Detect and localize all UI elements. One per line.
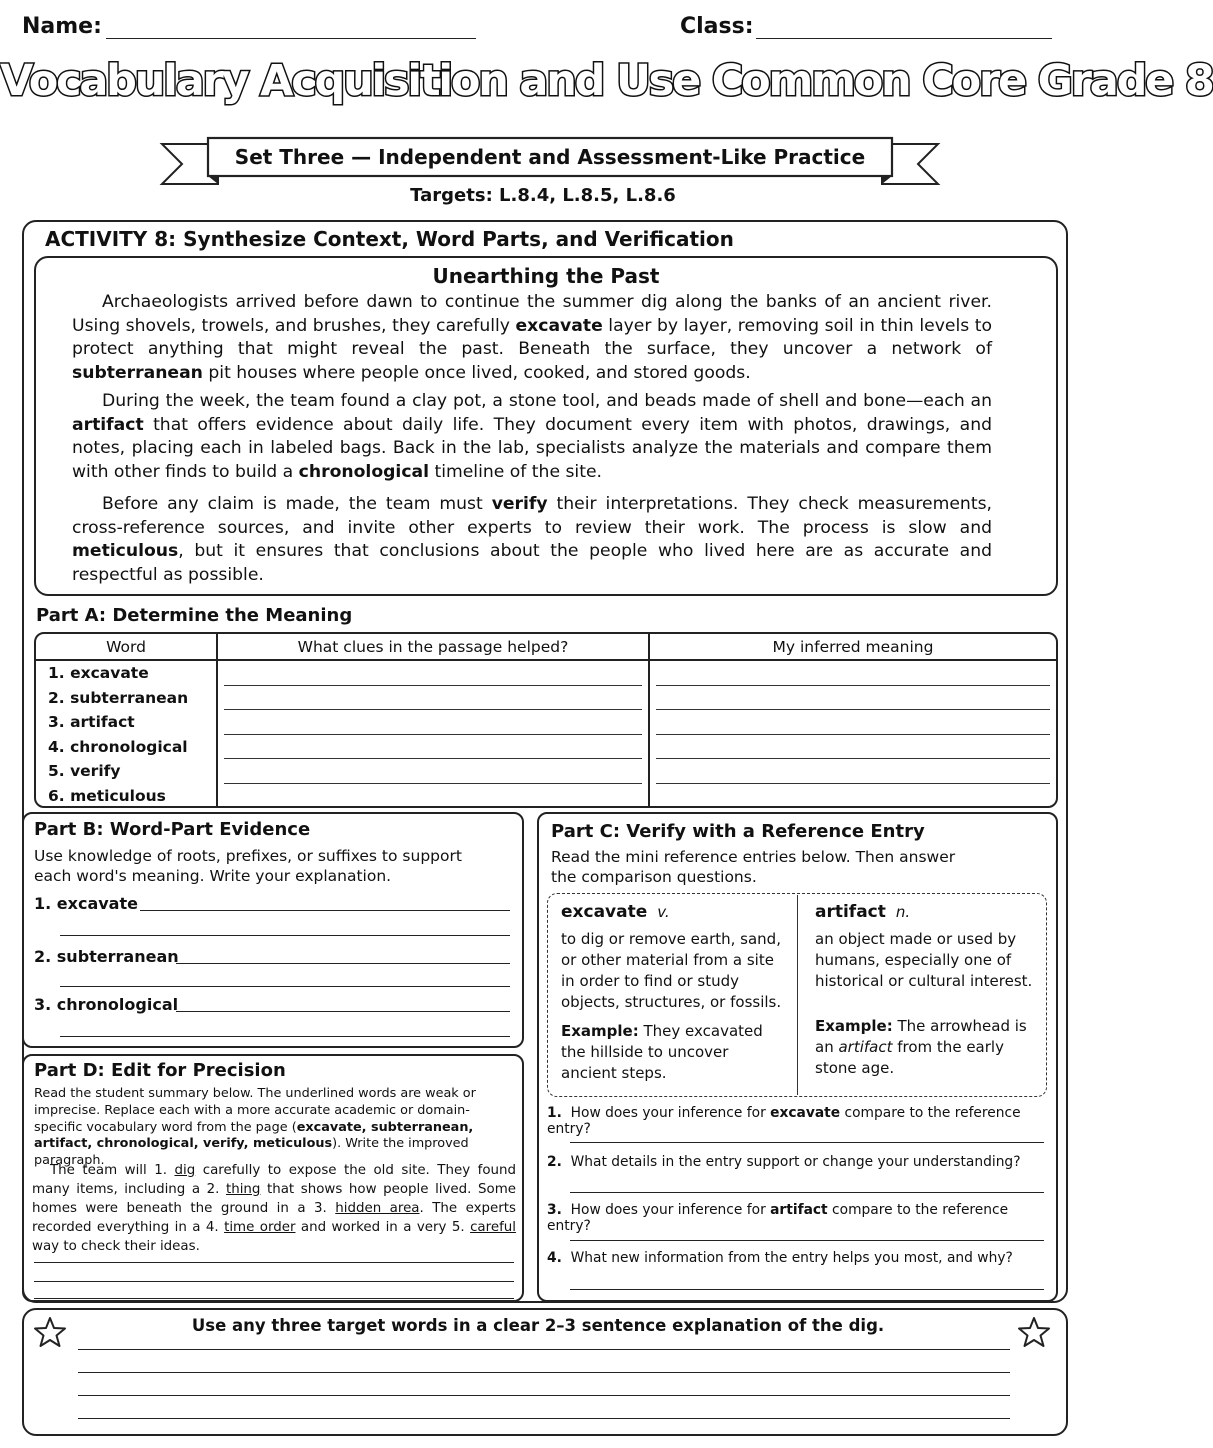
clue-field[interactable] (217, 735, 649, 760)
keyword-verify: verify (491, 494, 548, 514)
part-c-intro: Read the mini reference entries below. Then answer the comparison questions. (551, 848, 956, 886)
clue-field[interactable] (217, 784, 649, 809)
answer-line[interactable] (570, 1192, 1044, 1193)
answer-line[interactable] (176, 963, 510, 964)
entry-excavate-heading: excavate v. (561, 902, 670, 922)
weak-word-2: thing (225, 1182, 261, 1197)
answer-line[interactable] (78, 1395, 1010, 1396)
meaning-field[interactable] (649, 735, 1056, 760)
meaning-field[interactable] (649, 710, 1056, 735)
keyword-excavate: excavate (515, 315, 603, 336)
name-field[interactable] (106, 38, 476, 39)
answer-line[interactable] (570, 1142, 1044, 1143)
paragraph-2: During the week, the team found a clay pot, a stone tool, and beads made of shell and bone—each an artifact that offers evidence about daily life. They document every item with photos, drawings, and notes, placing each in labeled bags. Back in the lab, specialists analyze the materials and compare them with other finds to build a chronological timeline of the site. (72, 391, 992, 482)
answer-line[interactable] (78, 1372, 1010, 1373)
entry-excavate-example: Example: They excavated the hillside to uncover ancient steps. (561, 1022, 763, 1082)
meaning-field[interactable] (649, 784, 1056, 809)
answer-line[interactable] (34, 1298, 514, 1299)
question-1: 1. How does your inference for excavate compare to the reference entry? (547, 1105, 1021, 1137)
entry-excavate-definition: to dig or remove earth, sand, or other material from a site in order to find or study objects, structures, or fossils. (561, 930, 782, 1011)
keyword-chronological: chronological (298, 461, 429, 482)
reference-divider (797, 895, 798, 1095)
banner-text: Set Three — Independent and Assessment-Like Practice (234, 145, 866, 169)
answer-line[interactable] (34, 1262, 514, 1263)
answer-line[interactable] (60, 1036, 510, 1037)
footer-prompt: Use any three target words in a clear 2–3 sentence explanation of the dig. (191, 1316, 885, 1335)
worksheet-title: Vocabulary Acquisition and Use Common Core Grade 8 (0, 56, 1213, 106)
weak-word-1: dig (174, 1163, 196, 1178)
table-row: 5. verify (36, 759, 1056, 784)
keyword-artifact: artifact (72, 414, 144, 435)
table-row: 3. artifact (36, 710, 1056, 735)
part-b-item-1: 1. excavate (34, 894, 138, 913)
weak-word-5: careful (470, 1220, 517, 1235)
meaning-field[interactable] (649, 686, 1056, 711)
passage-title: Unearthing the Past (432, 264, 660, 288)
clue-field[interactable] (217, 660, 649, 686)
part-b-title: Part B: Word-Part Evidence (34, 819, 311, 840)
table-row: 1. excavate (36, 660, 1056, 686)
paragraph-3: Before any claim is made, the team must verify their interpretations. They check measurements, cross-reference sources, and invite other experts to review their work. The process is slow and meticulous, but it ensures that conclusions about the people who lived here are as accurate and respectful as possible. (72, 494, 992, 585)
answer-line[interactable] (176, 1011, 510, 1012)
entry-artifact-heading: artifact n. (815, 902, 911, 922)
table-row: 6. meticulous (36, 784, 1056, 809)
name-label: Name: (22, 14, 102, 39)
part-b-intro: Use knowledge of roots, prefixes, or suffixes to support each word's meaning. Write your explanation. (34, 847, 462, 885)
weak-word-3: hidden area (335, 1201, 420, 1216)
answer-line[interactable] (60, 935, 510, 936)
clue-field[interactable] (217, 710, 649, 735)
part-a-title: Part A: Determine the Meaning (36, 605, 353, 626)
question-4: 4. What new information from the entry helps you most, and why? (547, 1250, 1013, 1266)
part-d-title: Part D: Edit for Precision (34, 1060, 286, 1081)
answer-line[interactable] (570, 1289, 1044, 1290)
answer-line[interactable] (60, 986, 510, 987)
targets: Targets: L.8.4, L.8.5, L.8.6 (410, 185, 676, 206)
part-a-table (34, 632, 1058, 808)
entry-artifact-example: Example: The arrowhead is an artifact from the early stone age. (815, 1017, 1027, 1077)
part-c-title: Part C: Verify with a Reference Entry (551, 821, 925, 842)
meaning-field[interactable] (649, 759, 1056, 784)
table-row: 4. chronological (36, 735, 1056, 760)
weak-word-4: time order (224, 1220, 296, 1235)
part-b-item-3: 3. chronological (34, 995, 179, 1014)
paragraph-1: Archaeologists arrived before dawn to continue the summer dig along the banks of an ancient river. Using shovels, trowels, and brushes, they carefully excavate layer by layer, removing soil in thin levels to protect anything that might reveal the past. Beneath the surface, they uncover a network of subterranean pit houses where people once lived, cooked, and stored goods. (72, 292, 992, 383)
keyword-meticulous: meticulous (72, 541, 179, 561)
clue-field[interactable] (217, 686, 649, 711)
passage-text (72, 291, 992, 587)
question-3: 3. How does your inference for artifact compare to the reference entry? (547, 1202, 1009, 1234)
keyword-subterranean: subterranean (72, 362, 203, 383)
answer-line[interactable] (78, 1349, 1010, 1350)
answer-line[interactable] (140, 910, 510, 911)
part-b-item-2: 2. subterranean (34, 947, 179, 966)
student-summary: The team will 1. dig carefully to expose the old site. They found many items, including a 2. thing that shows how people lived. Some homes were beneath the ground in a 3. hidden area. The experts recorded everything in a 4. time order and worked in a very 5. careful way to check their ideas. (32, 1163, 517, 1254)
col-clues: What clues in the passage helped? (217, 634, 649, 660)
col-word: Word (36, 634, 217, 660)
table-row: 2. subterranean (36, 686, 1056, 711)
activity-title: ACTIVITY 8: Synthesize Context, Word Parts, and Verification (45, 227, 734, 251)
part-d-intro: Read the student summary below. The underlined words are weak or imprecise. Replace each with a more accurate academic or domain-specific vocabulary word from the page (excavate, subterranean, artifact, chronological, verify, meticulous). Write the improved paragraph. (34, 1086, 476, 1169)
answer-line[interactable] (78, 1418, 1010, 1419)
class-label: Class: (680, 14, 754, 39)
question-2: 2. What details in the entry support or change your understanding? (547, 1154, 1021, 1170)
col-meaning: My inferred meaning (649, 634, 1056, 660)
class-field[interactable] (756, 38, 1052, 39)
entry-artifact-definition: an object made or used by humans, especially one of historical or cultural interest. (815, 930, 1033, 990)
meaning-field[interactable] (649, 660, 1056, 686)
answer-line[interactable] (34, 1281, 514, 1282)
clue-field[interactable] (217, 759, 649, 784)
answer-line[interactable] (570, 1240, 1044, 1241)
